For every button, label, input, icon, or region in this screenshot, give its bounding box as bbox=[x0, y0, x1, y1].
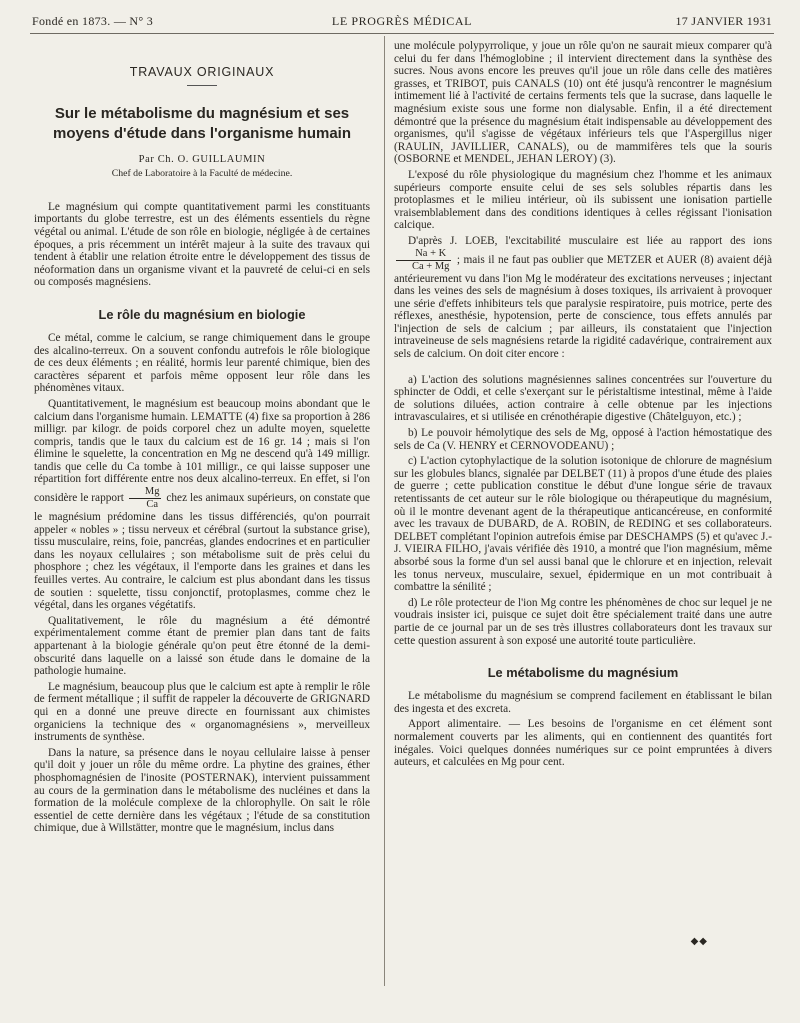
paragraph-metal: Ce métal, comme le calcium, se range chimiquement dans le groupe des alcalino-terreux. On a souvent confondu autrefois le rôle biologique de ces deux éléments ; en réalité, hormis leur parenté chimique, bien des caractères séparent et parfois même opposent leur rôle dans les phénomènes vitaux. bbox=[34, 331, 370, 395]
quantitative-text-b: chez les animaux supérieurs, on constate que le magnésium prédomine dans les tissus différenciés, qu'on pourrait appeler « nobles » ; tissu nerveux et cérébral (surtout la substance grise), tissu musculaire, reins, foie, pancréas, glandes endocrines et en particulier dans les noyaux cellulaires ; son métabolisme suit de près celui du phosphore ; chez les végétaux, il l'emporte dans les graines et dans les feuilles vertes. Au contraire, le calcium est plus abondant dans les tissus de soutien : squelette, tissu conjonctif, protoplasmes, comme chez le végétal, dans les organes végétatifs. bbox=[34, 492, 370, 612]
subheading-role: Le rôle du magnésium en biologie bbox=[98, 306, 306, 322]
ratio-mg-ca bbox=[129, 486, 162, 511]
journal-name: LE PROGRÈS MÉDICAL bbox=[331, 14, 473, 28]
right-column bbox=[394, 40, 772, 772]
subheading-metabolism: Le métabolisme du magnésium bbox=[487, 665, 679, 681]
ion-ratio-denominator: Ca + Mg bbox=[412, 260, 450, 272]
ion-ratio-numerator: Na + K bbox=[396, 248, 451, 261]
list-item-b: b) Le pouvoir hémolytique des sels de Mg, opposé à l'action hémostatique des sels de Ca (V. HENRY et CERNOVODEANU) ; bbox=[394, 427, 772, 452]
paragraph-quantitative bbox=[34, 398, 370, 612]
ratio-denominator: Ca bbox=[146, 499, 158, 511]
running-header bbox=[32, 14, 772, 32]
loeb-text-b: ; mais il ne faut pas oublier que METZER et AUER (8) avaient déjà antérieurement vu dans l'ion Mg le modérateur des excitations nerveuses ; injectant dans les veines des sels de magnésium à doses toxiques, ils arrivaient à provoquer une série d'effets inhibiteurs tels que paralysie respiratoire, puis motrice, perte des réflexes, anesthésie, hypotension, perte de conscience, tous effets annulés par l'injection de sels de calcium ; par ailleurs, ils constataient que l'injection intraveineuse de sels magnésiens retarde la rigidité cadavérique, contrairement aux sels de calcium. On doit citer encore : bbox=[394, 253, 772, 361]
article-author: Par Ch. O. GUILLAUMIN bbox=[138, 153, 266, 165]
issue-date: 17 JANVIER 1931 bbox=[675, 14, 772, 28]
column-divider bbox=[384, 36, 385, 986]
paragraph-loeb bbox=[394, 235, 772, 361]
list-item-a: a) L'action des solutions magnésiennes salines concentrées sur l'ouverture du sphincter de Oddi, et celle s'exerçant sur le péristaltisme intestinal, même à l'aide de solutions diluées, action contraire à celle obtenue par les injections intravasculaires, et si utilisée en crénothérapie digestive (Châtelguyon, etc.) ; bbox=[394, 373, 772, 424]
end-ornament: ◆◆ bbox=[690, 936, 708, 947]
article-title: Sur le métabolisme du magnésium et ses moyens d'étude dans l'organisme humain bbox=[52, 104, 352, 142]
ion-ratio bbox=[396, 248, 451, 273]
loeb-text-a: D'après J. LOEB, l'excitabilité musculaire est liée au rapport des ions bbox=[408, 234, 772, 247]
paragraph-ferment: Le magnésium, beaucoup plus que le calcium est apte à remplir le rôle de ferment métallique ; il suffit de rappeler la découverte de GRIGNARD qui en a donné une preuve directe en fournissant aux chimistes organiciens la technique des « organomagnésiens », merveilleux instruments de synthèse. bbox=[34, 680, 370, 744]
list-item-c: c) L'action cytophylactique de la solution isotonique de chlorure de magnésium sur les globules blancs, signalée par DELBET (11) à propos d'une étude des plaies de guerre ; cette publication constitue le début d'une longue série de travaux retentissants de cet auteur sur le rôle biologique ou thérapeutique du magnésium, où il le montre devenant agent de la thérapeutique anticancéreuse, en conformité avec les travaux de DUBARD, de A. ROBIN, de REDING et ses collaborateurs. DELBET complétant l'opinion autrefois émise par DESCHAMPS (5) et qu'avec J.-J. VIEIRA FILHO, j'avais vérifiée dès 1910, a montré que l'ion magnésium, même absorbé sous la forme d'un sel aussi banal que le chlorure et en injection, relevait les tonus nerveux, musculaire, sexuel, épidermique en un mot contribuait à combattre la sénilité ; bbox=[394, 455, 772, 594]
paragraph-continuation: une molécule polypyrrolique, y joue un rôle qu'on ne saurait mieux comparer qu'à celui du fer dans l'hémoglobine ; il intervient directement dans la synthèse des sucres. Nous avons encore les preuves qu'il joue un rôle dans celle des matières grasses, et TRIBOT, puis CANALS (10) ont été jusqu'à rencontrer le magnésium intimement lié à l'activité de certains ferments tels que la sucrase, dans laquelle le magnésium existe sous une forme non dialysable. Enfin, il a été directement démontré que la présence du magnésium était indispensable au développement des organismes, qu'il s'agisse de végétaux inférieurs tels que l'Aspergillus niger (RAULIN, JAVILLIER, CANALS), ou de mammifères tels que la souris (OSBORNE et MENDEL, JEHAN LEROY) (3). bbox=[394, 40, 772, 166]
spacer bbox=[394, 364, 772, 374]
paragraph-apport: Apport alimentaire. — Les besoins de l'organisme en cet élément sont normalement couverts par les aliments, qui en contiennent des quantités fort inégales. Voici quelques données numériques sur ce point empruntées à divers auteurs, et calculées en Mg pour cent. bbox=[394, 718, 772, 769]
ratio-numerator: Mg bbox=[129, 486, 162, 499]
list-item-d: d) Le rôle protecteur de l'ion Mg contre les phénomènes de choc sur lequel je ne voudrais insister ici, puisque ce sujet doit être spécialement traité dans une autre partie de ce journal par un de ses très illustres collaborateurs dont les travaux sur cette question assurent à son exposé une autorité toute particulière. bbox=[394, 596, 772, 647]
header-rule bbox=[30, 33, 774, 34]
founded-issue: Fondé en 1873. — N° 3 bbox=[32, 14, 154, 28]
quantitative-text-a: Quantitativement, le magnésium est beaucoup moins abondant que le calcium dans l'organisme humain. LEMATTE (4) fixe sa proportion à 286 milligr. par kilogr. de poids corporel chez un adulte moyen, squelette compris, tandis que le taux du calcium est de 16 gr. 14 ; mais si l'on élimine le squelette, la concentration en Mg ne descend qu'à 149 milligr. tandis que celle du Ca tombe à 101 milligr., ce qui laisse supposer une répartition fort différente entre nos deux alcalino-terreux. En effet, si l'on considère le rapport bbox=[34, 397, 370, 505]
author-affiliation: Chef de Laboratoire à la Faculté de médecine. bbox=[111, 168, 293, 180]
left-column bbox=[34, 44, 370, 838]
section-rule bbox=[187, 85, 217, 86]
paragraph-bilan: Le métabolisme du magnésium se comprend facilement en établissant le bilan des ingesta et des excreta. bbox=[394, 690, 772, 715]
paragraph-nature: Dans la nature, sa présence dans le noyau cellulaire laisse à penser qu'il doit y jouer un rôle du même ordre. La phytine des graines, éther phosphomagnésien de l'inosite (POSTERNAK), intervient puissamment au cours de la germination dans le métabolisme des nucléines et dans la formation de la molécule complexe de la chlorophylle. On sait le rôle essentiel de cette dernière dans les végétaux ; l'étude de sa constitution chimique, due à Willstätter, montre que le magnésium, inclus dans bbox=[34, 746, 370, 835]
section-label: TRAVAUX ORIGINAUX bbox=[129, 65, 275, 79]
paragraph-intro: Le magnésium qui compte quantitativement parmi les constituants importants du globe terrestre, est un des éléments essentiels du règne végétal ou animal. L'étude de son rôle en biologie, négligée à de certaines époques, a pris récemment un intérêt majeur à la suite des travaux qui tendent à établir une relation étroite entre le développement des tissus de néoformation dans un organisme vivant et la pauvreté de celui-ci en sels ou composés magnésiens. bbox=[34, 200, 370, 289]
paragraph-qualitative: Qualitativement, le rôle du magnésium a été démontré expérimentalement comme étant de premier plan dans tant de faits appartenant à la biologie générale qu'on peut être étonné de la demi-obscurité dans laquelle on a laissé son étude dans le domaine de la pathologie humaine. bbox=[34, 614, 370, 678]
paragraph-physiology: L'exposé du rôle physiologique du magnésium chez l'homme et les animaux supérieurs comporte ensuite celui de ses sels solubles répartis dans les protoplasmes et le milieu intérieur, où ils subissent une ionisation partielle vraisemblablement dans des conditions identiques à celles régissant l'ionisation calcique. bbox=[394, 168, 772, 232]
